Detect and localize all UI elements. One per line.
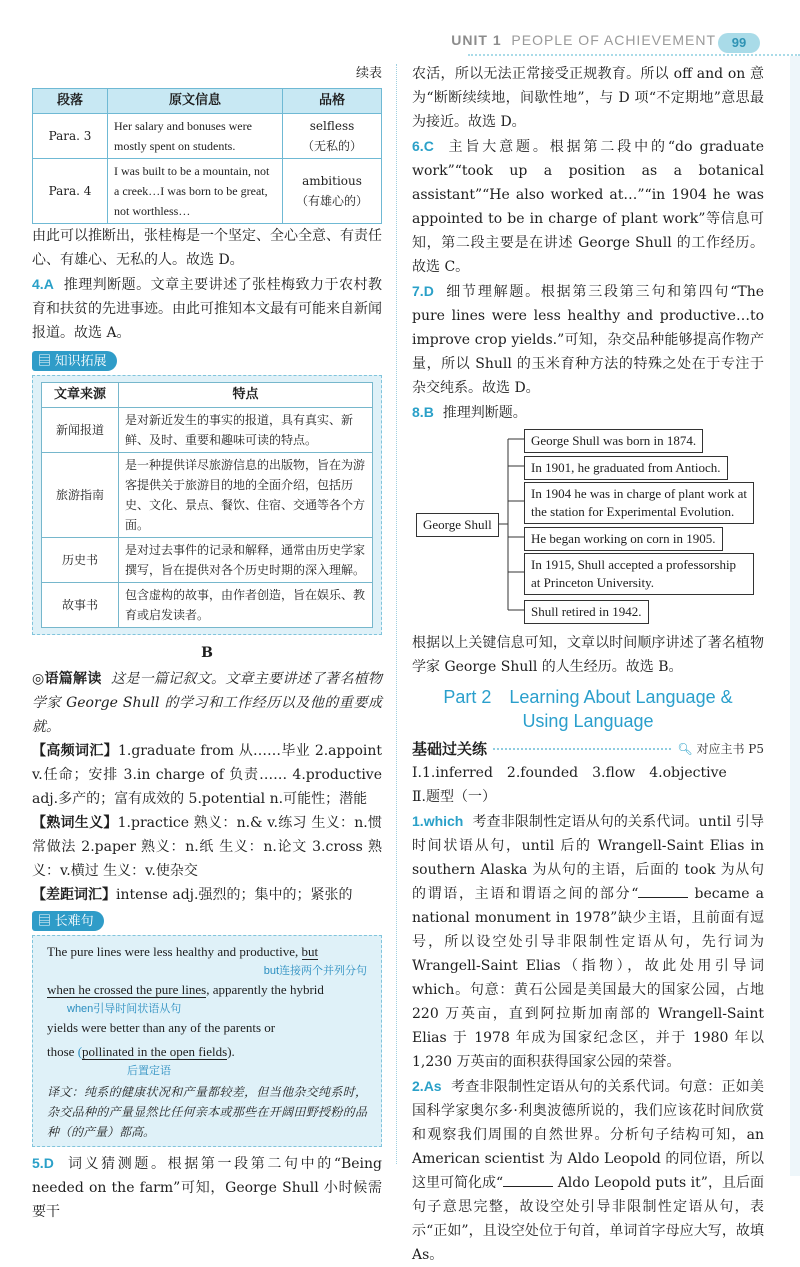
table-cell: Para. 4 bbox=[33, 159, 108, 224]
answer-explanation: 推理判断题。 bbox=[442, 405, 527, 421]
answer-8-conclusion: 根据以上关键信息可知，文章以时间顺序讲述了著名植物学家 George Shull 的人生经历。故选 B。 bbox=[412, 635, 764, 675]
reference-text: 对应主书 P5 bbox=[696, 742, 764, 756]
table-cell: Para. 3 bbox=[33, 114, 108, 159]
table-cell: 是对新近发生的事实的报道，具有真实、新鲜、及时、重要和趣味可读的特点。 bbox=[119, 408, 373, 453]
search-icon: 🔍︎ bbox=[677, 742, 693, 756]
answer-explanation: 考查非限制性定语从句的关系代词。until 引导时间状语从句，until 后的 Wrangell-Saint Elias in southern Alaska 为从句的主语，后面的 took 为从句的谓语，主语和谓语之间的部分“ bbox=[412, 814, 764, 902]
question-number: 1. bbox=[412, 813, 424, 829]
answer-5-continued: 农活，所以无法正常接受正规教育。所以 off and on 意为“断断续续地，间歇性地”，与 D 项“不定期地”意思最为接近。故选 D。 bbox=[412, 66, 764, 130]
answer-explanation: 主旨大意题。根据第二段中的“do graduate work”“took up a position as a botanical assistant”“He also worked at…”“in 1904 he was appointed to be in charge of plant work”等信息可知，第二段主要是在讲述 George Shull 的工作经历。故选 C。 bbox=[412, 139, 764, 275]
question-number: 6. bbox=[412, 138, 424, 154]
question-number: 4. bbox=[32, 276, 44, 292]
continued-label: 续表 bbox=[355, 66, 382, 81]
trait-table bbox=[32, 88, 382, 224]
answer-letter: A bbox=[43, 276, 54, 292]
table-row bbox=[42, 453, 373, 538]
answer-explanation: 词义猜测题。根据第一段第二句中的“Being needed on the farm”可知，George Shull 小时候需要干 bbox=[32, 1156, 382, 1220]
conclusion-text: 由此可以推断出，张桂梅是一个坚定、全心全意、有责任心、有雄心、无私的人。故选 D。 bbox=[32, 228, 382, 268]
vocab-text: intense adj.强烈的；集中的；紧张的 bbox=[116, 887, 353, 903]
sentence-part: ). bbox=[227, 1044, 235, 1059]
answer-letter: D bbox=[423, 283, 434, 299]
vocab-text: 1.graduate from 从……毕业 2.appoint v.任命；安排 3.in charge of 负责…… 4.productive adj.多产的；富有成效的 5.potential n.可能性；潜能 bbox=[32, 743, 382, 807]
table-header: 段落 bbox=[33, 89, 108, 114]
timeline-diagram bbox=[412, 427, 764, 627]
diagram-center-node: George Shull bbox=[416, 513, 499, 537]
badge-label: 长难句 bbox=[54, 913, 94, 928]
answer-explanation: 考查非限制性定语从句的关系代词。句意：正如美国科学家奥尔多·利奥波德所说的，我们应该花时间欣赏和观察我们周围的自然世界。分析句子结构可知，an American scientist 为 Aldo Leopold 的同位语，所以这里可简化成“ bbox=[412, 1079, 765, 1191]
table-header: 原文信息 bbox=[108, 89, 283, 114]
answer-word: which bbox=[423, 813, 464, 829]
table-row bbox=[42, 583, 373, 628]
table-header-row bbox=[42, 383, 373, 408]
answer-explanation: 细节理解题。根据第三段第三句和第四句“The pure lines were less healthy and productive…to improve crop yields.”可知，杂交品种能够提高作物产量，所以 Shull 的玉米育种方法的特殊之处在于专注于杂交纯系。故选 D。 bbox=[412, 284, 764, 396]
diagram-node: In 1901, he graduated from Antioch. bbox=[524, 456, 728, 480]
table-cell bbox=[283, 159, 382, 224]
table-header-row bbox=[33, 89, 382, 114]
left-column bbox=[32, 62, 382, 1224]
sentence-part: , apparently the hybrid bbox=[206, 982, 324, 997]
diagram-node: He began working on corn in 1905. bbox=[524, 527, 723, 551]
reading-label: ◎语篇解读 bbox=[32, 671, 102, 687]
trait-en: selfless bbox=[309, 119, 355, 133]
table-row bbox=[42, 408, 373, 453]
clause: when he crossed the pure lines bbox=[47, 982, 207, 997]
answer-6 bbox=[412, 134, 764, 279]
vocab-text: 1.practice 熟义：n.& v.练习 生义：n.惯常做法 2.paper 熟义：n.纸 生义：n.论文 3.cross 熟义：v.横过 生义：v.使杂交 bbox=[32, 815, 383, 879]
table-cell: 旅游指南 bbox=[42, 453, 119, 538]
answer-5 bbox=[32, 1151, 382, 1224]
dotted-rule bbox=[493, 748, 671, 750]
vocab-label: 【高频词汇】 bbox=[32, 743, 118, 759]
answer-letter: B bbox=[423, 404, 434, 420]
answer-4 bbox=[32, 272, 382, 345]
table-row bbox=[42, 538, 373, 583]
table-cell: I was built to be a mountain, not a creek…I was born to be great, not worthless… bbox=[108, 159, 283, 224]
badge-label: 知识拓展 bbox=[54, 353, 107, 368]
table-cell: 新闻报道 bbox=[42, 408, 119, 453]
long-sentence-badge: ▤ 长难句 bbox=[32, 911, 104, 931]
section-heading: B bbox=[201, 645, 213, 661]
table-cell bbox=[283, 114, 382, 159]
table-row bbox=[33, 114, 382, 159]
modifier: pollinated in the open fields bbox=[82, 1044, 228, 1059]
right-column bbox=[412, 62, 764, 1267]
knowledge-badge: ▤ 知识拓展 bbox=[32, 351, 117, 371]
answer-explanation: Aldo Leopold puts it”，且后面句子意思完整，故设空处引导非限制性定语从句，表示“正如”，且设空处位于句首，单词首字母应大写，故填 As。 bbox=[412, 1175, 764, 1263]
part-title bbox=[412, 685, 764, 733]
table-cell: Her salary and bonuses were mostly spent on students. bbox=[108, 114, 283, 159]
answer-letter: D bbox=[43, 1155, 54, 1171]
table-row bbox=[33, 159, 382, 224]
diagram-node: In 1915, Shull accepted a professorship at Princeton University. bbox=[524, 553, 754, 595]
vocab-high-freq bbox=[32, 739, 382, 811]
trait-en: ambitious bbox=[302, 174, 362, 188]
sentence-part: The pure lines were less healthy and productive, bbox=[47, 944, 299, 959]
annotation: 后置定语 bbox=[127, 1065, 171, 1077]
table-cell: 是一种提供详尽旅游信息的出版物，旨在为游客提供关于旅游目的地的全面介绍，包括历史、文化、景点、餐饮、住宿、交通等各个方面。 bbox=[119, 453, 373, 538]
question-number: 8. bbox=[412, 404, 424, 420]
answer-explanation: 推理判断题。文章主要讲述了张桂梅致力于农村教育和扶贫的先进事迹。由此可推知本文最有可能来自新闻报道。故选 A。 bbox=[32, 277, 383, 341]
table-cell: 包含虚构的故事，由作者创造，旨在娱乐、教育或启发读者。 bbox=[119, 583, 373, 628]
vocab-gap bbox=[32, 883, 382, 907]
page-header bbox=[0, 0, 800, 56]
question-number: 5. bbox=[32, 1155, 44, 1171]
trait-cn: （有雄心的） bbox=[295, 194, 368, 208]
basic-practice-header bbox=[412, 737, 764, 761]
source-table bbox=[41, 382, 373, 628]
question-number: 7. bbox=[412, 283, 424, 299]
reading-analysis bbox=[32, 667, 382, 739]
question-number: 2. bbox=[412, 1078, 424, 1094]
unit-number: UNIT 1 bbox=[451, 32, 502, 48]
unit-name: PEOPLE OF ACHIEVEMENT bbox=[511, 32, 716, 48]
part-title-line: Part 2 Learning About Language & bbox=[443, 687, 733, 707]
section-ii-heading: Ⅱ.题型（一） bbox=[412, 789, 496, 805]
sentence-line: those (pollinated in the open fields). bbox=[47, 1044, 235, 1059]
long-sentence-box bbox=[32, 935, 382, 1147]
blank-line bbox=[638, 883, 688, 898]
translation: 译文：纯系的健康状况和产量都较差，但当他杂交纯系时，杂交品种的产量显然比任何亲本或那些在开阔田野授粉的品种（的产量）都高。 bbox=[47, 1085, 367, 1139]
answer-ii-2 bbox=[412, 1074, 764, 1267]
sentence-line bbox=[47, 940, 367, 964]
section-i-answers: Ⅰ.1.inferred 2.founded 3.flow 4.objective bbox=[412, 765, 727, 781]
trait-cn: （无私的） bbox=[301, 139, 362, 153]
column-divider bbox=[396, 64, 397, 1164]
answer-ii-1 bbox=[412, 809, 764, 1074]
vocab-label: 【差距词汇】 bbox=[32, 887, 116, 903]
diagram-node: Shull retired in 1942. bbox=[524, 600, 649, 624]
sentence-part: those bbox=[47, 1044, 75, 1059]
vocab-new-meaning bbox=[32, 811, 382, 883]
header-rule bbox=[468, 54, 800, 56]
table-cell: 历史书 bbox=[42, 538, 119, 583]
table-header: 特点 bbox=[119, 383, 373, 408]
part-title-line: Using Language bbox=[522, 711, 654, 731]
answer-7 bbox=[412, 279, 764, 400]
sentence-line: yields were better than any of the parents or bbox=[47, 1020, 276, 1035]
page-number: 99 bbox=[718, 33, 760, 53]
vocab-label: 【熟词生义】 bbox=[32, 815, 118, 831]
sentence-line bbox=[47, 978, 367, 1002]
answer-letter: C bbox=[423, 138, 434, 154]
unit-title bbox=[451, 32, 716, 48]
table-cell: 是对过去事件的记录和解释，通常由历史学家撰写，旨在提供对各个历史时期的深入理解。 bbox=[119, 538, 373, 583]
answer-8 bbox=[412, 400, 764, 425]
knowledge-box bbox=[32, 375, 382, 635]
table-cell: 故事书 bbox=[42, 583, 119, 628]
annotation: when引导时间状语从句 bbox=[67, 1003, 182, 1015]
basic-title: 基础过关练 bbox=[412, 740, 488, 758]
answer-word: As bbox=[423, 1078, 442, 1094]
margin-strip bbox=[790, 56, 800, 1176]
reading-text: 这是一篇记叙文。文章主要讲述了著名植物学家 George Shull 的学习和工作经历以及他的重要成就。 bbox=[32, 671, 382, 735]
diagram-node: In 1904 he was in charge of plant work at the station for Experimental Evolution. bbox=[524, 482, 754, 524]
conjunction: but bbox=[301, 944, 319, 959]
table-header: 品格 bbox=[283, 89, 382, 114]
annotation: but连接两个并列分句 bbox=[263, 965, 367, 977]
answer-explanation: became a national monument in 1978”缺少主语，且前面有逗号，所以设空处引导非限制性定语从句，先行词为 Wrangell-Saint Elias（指物），故此处用引导词 which。句意：黄石公园是美国最大的国家公园，占地 220 万英亩，直到阿拉斯加南部的 Wrangell-Saint Elias 于 1978 年成为国家纪念区，并于 1980 年以 1,230 万英亩的面积获得国家公园的荣誉。 bbox=[412, 886, 764, 1070]
diagram-node: George Shull was born in 1874. bbox=[524, 429, 703, 453]
table-header: 文章来源 bbox=[42, 383, 119, 408]
blank-line bbox=[503, 1172, 553, 1187]
book-reference bbox=[677, 737, 764, 761]
